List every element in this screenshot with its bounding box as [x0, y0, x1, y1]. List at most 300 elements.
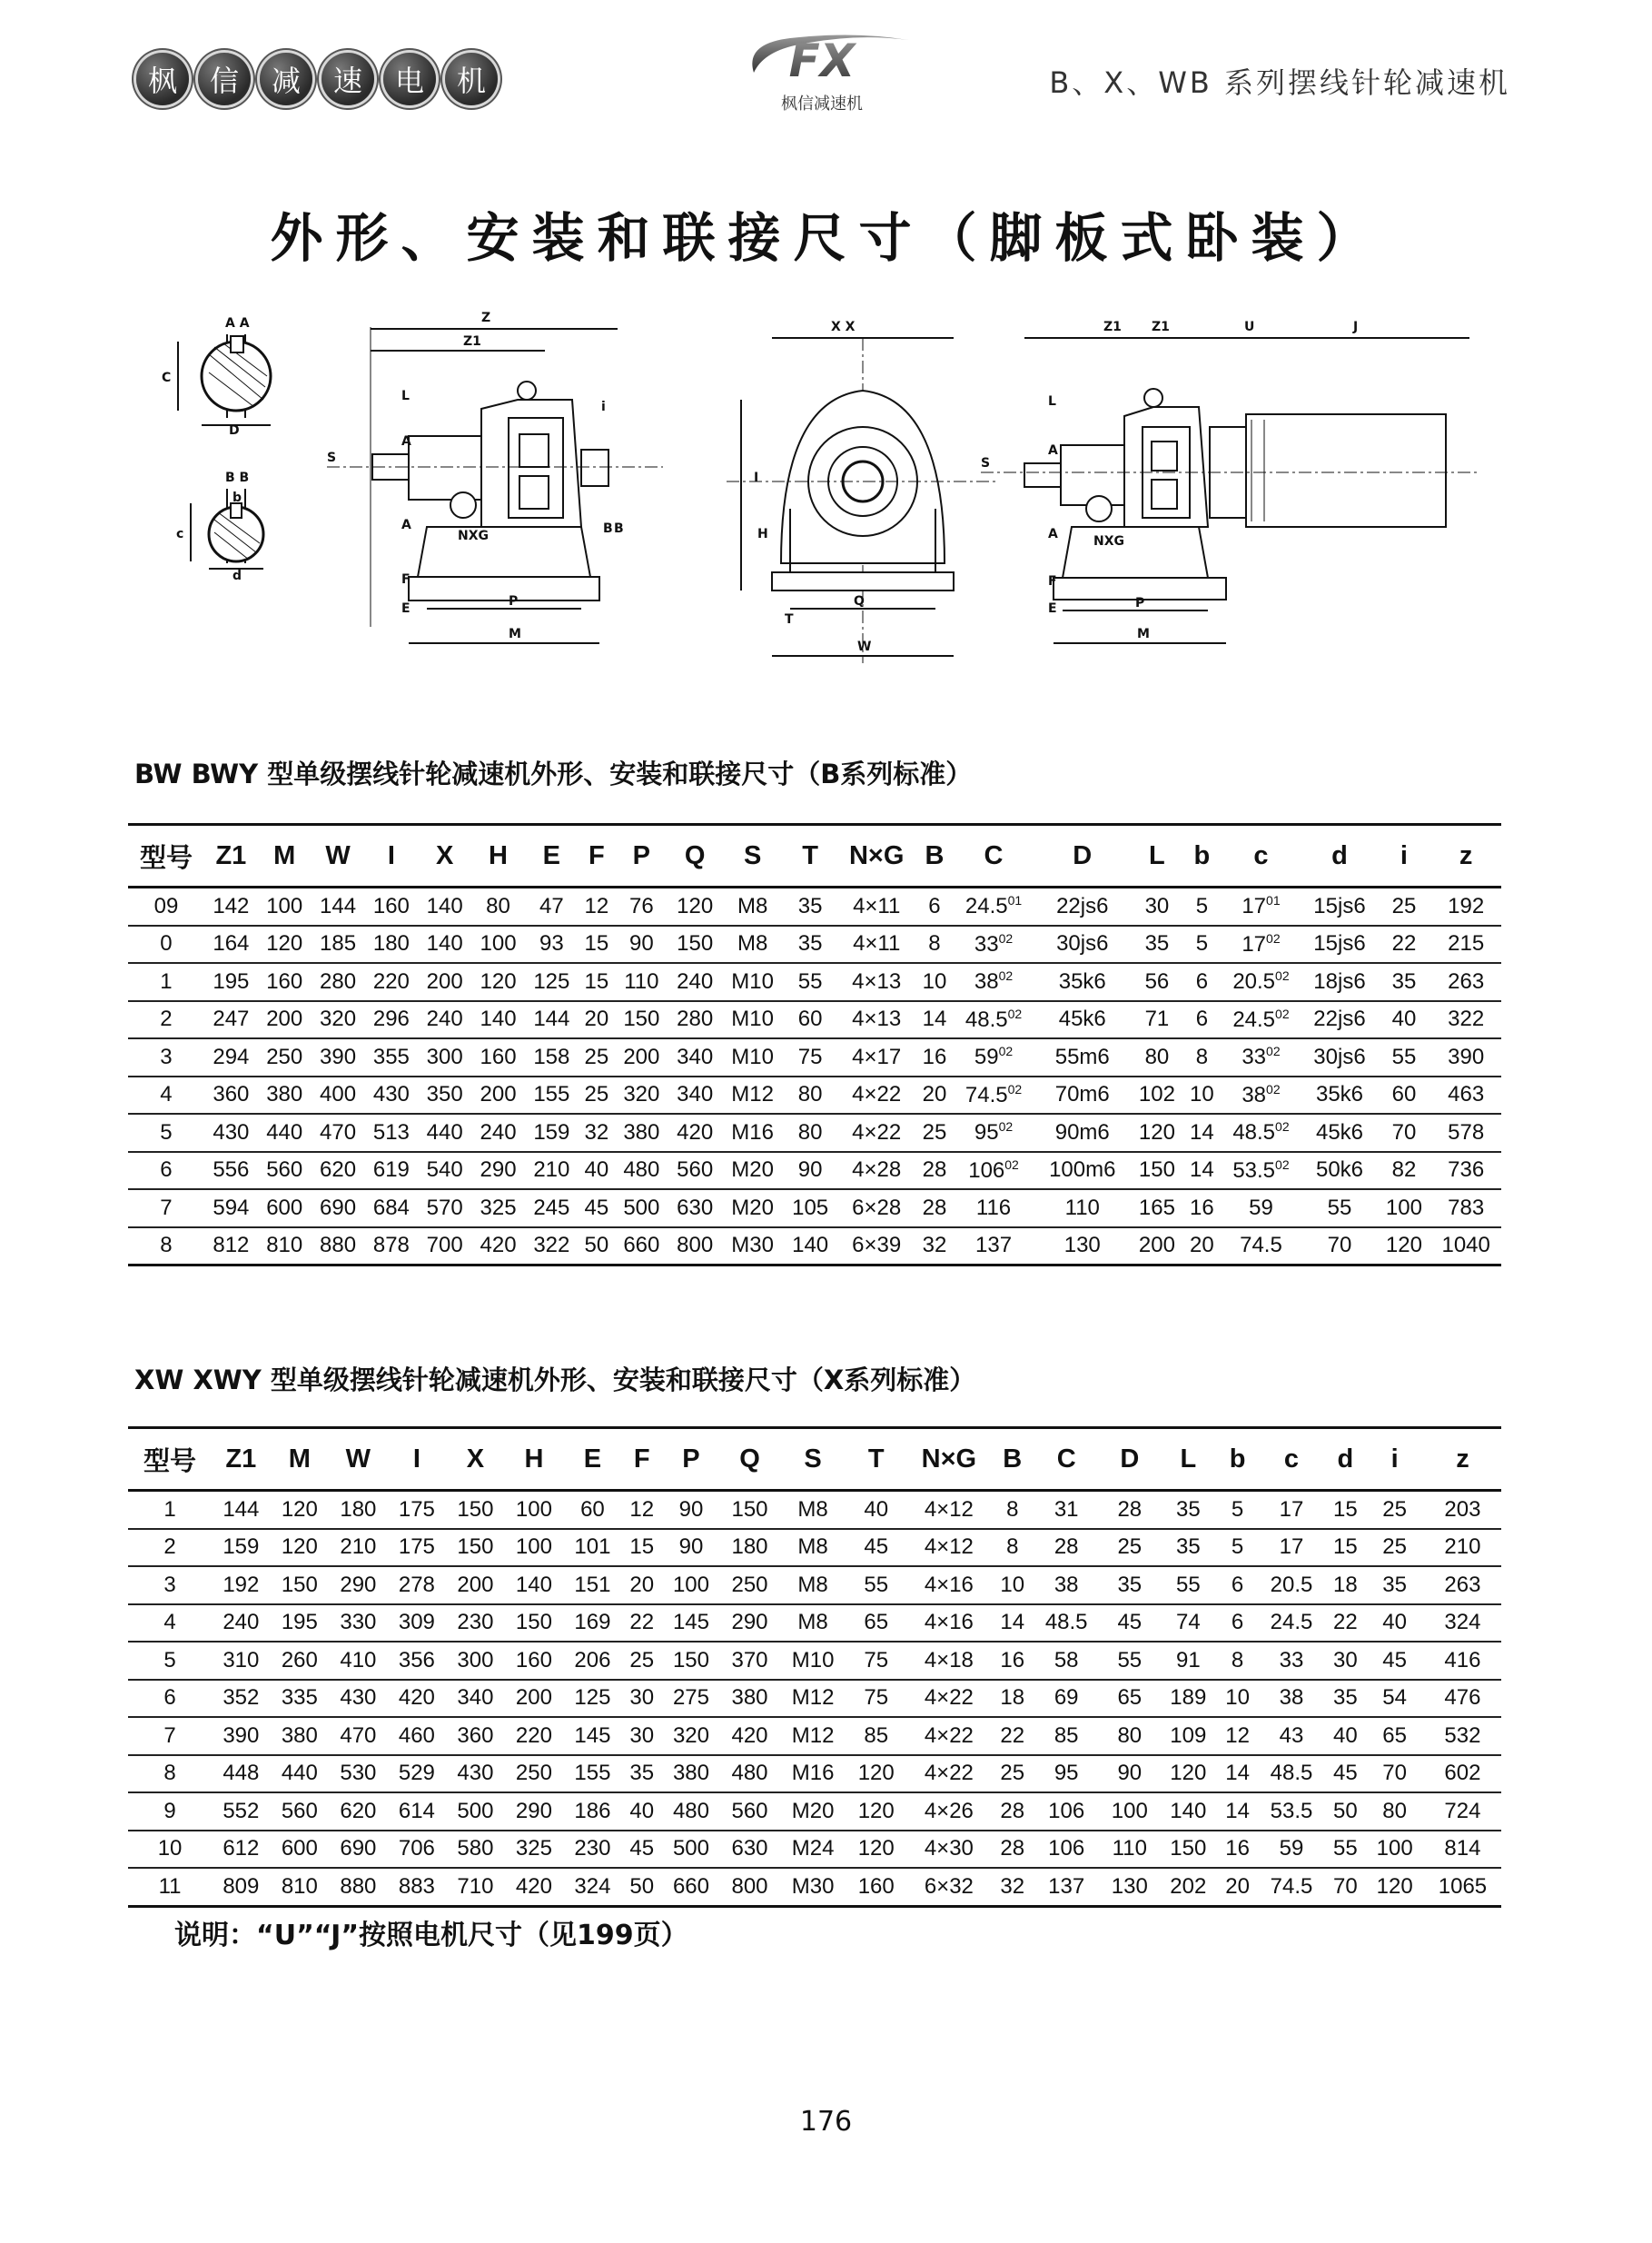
table-cell: 600	[258, 1189, 312, 1227]
company-logo	[727, 25, 917, 112]
table-cell: 350	[418, 1077, 471, 1115]
column-header: H	[505, 1428, 564, 1491]
table-cell: 70	[1325, 1868, 1365, 1906]
table-cell: 560	[271, 1792, 330, 1831]
table-cell: M8	[779, 1529, 847, 1567]
table-cell: 560	[258, 1152, 312, 1190]
table-cell: 50k6	[1301, 1152, 1377, 1190]
table-cell: 120	[846, 1755, 905, 1793]
table-cell: 15	[579, 926, 615, 964]
table-cell: 290	[329, 1566, 388, 1604]
table-cell: 380	[720, 1680, 779, 1718]
table-cell: 180	[364, 926, 418, 964]
table-cell: 35	[622, 1755, 662, 1793]
table-cell: 150	[668, 926, 722, 964]
table-cell: 4×28	[837, 1152, 916, 1190]
table-cell: 322	[525, 1227, 579, 1265]
table-cell: 20.5	[1258, 1566, 1326, 1604]
table-cell: 1040	[1430, 1227, 1501, 1265]
table-cell: M12	[722, 1077, 784, 1115]
column-header: W	[329, 1428, 388, 1491]
column-header: 型号	[128, 1428, 212, 1491]
table-cell: 630	[668, 1189, 722, 1227]
table-cell: 55	[1159, 1566, 1218, 1604]
table-cell: 245	[525, 1189, 579, 1227]
table-cell: 390	[1430, 1038, 1501, 1077]
table-cell: M10	[722, 1001, 784, 1039]
column-header: B	[993, 1428, 1033, 1491]
column-header: 型号	[128, 825, 204, 888]
table-cell: 189	[1159, 1680, 1218, 1718]
table-cell: M20	[779, 1792, 847, 1831]
table-cell: 160	[258, 963, 312, 1001]
column-header: B	[916, 825, 953, 888]
table-cell: 16	[1218, 1831, 1258, 1869]
table-cell: 5	[128, 1642, 212, 1680]
table-cell: 15js6	[1301, 888, 1377, 926]
table-cell: 09	[128, 888, 204, 926]
table-row	[128, 1792, 1501, 1831]
table-cell: 6	[916, 888, 953, 926]
table-cell: 736	[1430, 1152, 1501, 1190]
column-header: M	[258, 825, 312, 888]
table-cell: 620	[329, 1792, 388, 1831]
table-cell: 50	[1325, 1792, 1365, 1831]
table-cell: 150	[446, 1491, 505, 1529]
column-header: T	[846, 1428, 905, 1491]
table-row	[128, 1491, 1501, 1529]
table-cell: 440	[418, 1114, 471, 1152]
table-cell: 110	[1101, 1831, 1160, 1869]
table-cell: 630	[720, 1831, 779, 1869]
table-cell: 9	[128, 1792, 212, 1831]
table-cell: M20	[722, 1152, 784, 1190]
column-header: S	[722, 825, 784, 888]
column-header: d	[1325, 1428, 1365, 1491]
table-cell: 164	[204, 926, 258, 964]
dimension-diagram	[154, 300, 1480, 681]
table-cell: 55	[1325, 1831, 1365, 1869]
svg-text:B: B	[614, 521, 624, 536]
table-cell: 380	[271, 1717, 330, 1755]
table-cell: 6	[128, 1680, 212, 1718]
svg-text:Z1: Z1	[1152, 320, 1170, 334]
table-cell: $33^{02}$	[953, 926, 1034, 964]
table-cell: 40	[622, 1792, 662, 1831]
table-cell: 150	[271, 1566, 330, 1604]
table-cell: 65	[1365, 1717, 1424, 1755]
table-cell: 294	[204, 1038, 258, 1077]
column-header: I	[388, 1428, 447, 1491]
table-cell: 90	[662, 1491, 721, 1529]
table-cell: 203	[1424, 1491, 1501, 1529]
table-cell: 120	[271, 1529, 330, 1567]
table-cell: 35	[784, 926, 837, 964]
column-header: z	[1424, 1428, 1501, 1491]
tolerance-sup: 01	[1266, 893, 1281, 908]
table-row	[128, 1604, 1501, 1643]
table-cell: 55m6	[1034, 1038, 1130, 1077]
table-cell: 59	[1258, 1831, 1326, 1869]
table-cell: 8	[1183, 1038, 1220, 1077]
table-cell: $38^{02}$	[1220, 1077, 1301, 1115]
table-cell: 4×30	[905, 1831, 993, 1869]
column-header: T	[784, 825, 837, 888]
table-cell: 440	[258, 1114, 312, 1152]
table-cell: 2	[128, 1001, 204, 1039]
table-cell: 578	[1430, 1114, 1501, 1152]
table-cell: 144	[525, 1001, 579, 1039]
table-cell: 12	[1218, 1717, 1258, 1755]
table-cell: 137	[1033, 1868, 1101, 1906]
table-cell: 93	[525, 926, 579, 964]
table-cell: 352	[212, 1680, 271, 1718]
svg-text:Z1: Z1	[463, 334, 481, 349]
table-cell: 28	[1101, 1491, 1160, 1529]
table-cell: 4×22	[837, 1114, 916, 1152]
table-cell: 30	[1131, 888, 1184, 926]
table-cell: 17	[1258, 1491, 1326, 1529]
table-cell: 16	[916, 1038, 953, 1077]
table-cell: 35	[1131, 926, 1184, 964]
table-cell: 513	[364, 1114, 418, 1152]
table-cell: 690	[329, 1831, 388, 1869]
table-cell: 3	[128, 1038, 204, 1077]
table-cell: 15	[1325, 1529, 1365, 1567]
table-cell: M10	[722, 1038, 784, 1077]
page-title: 外形、安装和联接尺寸（脚板式卧装）	[270, 207, 1382, 269]
table-cell: $59^{02}$	[953, 1038, 1034, 1077]
tolerance-sup: 02	[1275, 1119, 1290, 1135]
column-header: C	[1033, 1428, 1101, 1491]
table-cell: 878	[364, 1227, 418, 1265]
table-cell: 0	[128, 926, 204, 964]
table-cell: M12	[779, 1680, 847, 1718]
table-row	[128, 1529, 1501, 1567]
table-cell: 440	[271, 1755, 330, 1793]
table-cell: 240	[212, 1604, 271, 1643]
table-cell: 309	[388, 1604, 447, 1643]
table-cell: 4×22	[905, 1680, 993, 1718]
table-cell: 355	[364, 1038, 418, 1077]
table-row	[128, 1227, 1501, 1265]
table-cell: 202	[1159, 1868, 1218, 1906]
table-cell: 120	[1159, 1755, 1218, 1793]
table-cell: 210	[525, 1152, 579, 1190]
column-header: P	[662, 1428, 721, 1491]
table-cell: 70	[1365, 1755, 1424, 1793]
svg-text:i: i	[601, 400, 606, 414]
tolerance-sup: 02	[998, 968, 1014, 984]
table-cell: 90	[784, 1152, 837, 1190]
table-cell: 25	[1101, 1529, 1160, 1567]
svg-text:C: C	[162, 371, 172, 385]
table-cell: 5	[1218, 1491, 1258, 1529]
table-cell: 880	[329, 1868, 388, 1906]
table-cell: 35	[1378, 963, 1431, 1001]
table-cell: 55	[846, 1566, 905, 1604]
table-cell: 100m6	[1034, 1152, 1130, 1190]
table-cell: 50	[579, 1227, 615, 1265]
table-cell: 14	[1218, 1792, 1258, 1831]
table-cell: 130	[1101, 1868, 1160, 1906]
table-cell: 90	[615, 926, 668, 964]
table-cell: 28	[916, 1189, 953, 1227]
table-row	[128, 1077, 1501, 1115]
table-cell: 883	[388, 1868, 447, 1906]
table-cell: 55	[1378, 1038, 1431, 1077]
svg-text:Z1: Z1	[1103, 320, 1122, 334]
table-cell: 130	[1034, 1227, 1130, 1265]
table-cell: 4×22	[905, 1755, 993, 1793]
table-cell: 35k6	[1301, 1077, 1377, 1115]
table-cell: 240	[668, 963, 722, 1001]
table-cell: 40	[846, 1491, 905, 1529]
table-cell: 430	[329, 1680, 388, 1718]
table-cell: 155	[563, 1755, 622, 1793]
table-cell: 215	[1430, 926, 1501, 964]
table-cell: 416	[1424, 1642, 1501, 1680]
table-cell: 6	[1218, 1604, 1258, 1643]
table-cell: 35	[1101, 1566, 1160, 1604]
table-cell: 619	[364, 1152, 418, 1190]
logo-subtitle: 枫信减速机	[781, 94, 863, 114]
motor-view	[981, 320, 1480, 643]
table-cell: 240	[418, 1001, 471, 1039]
table-cell: 55	[784, 963, 837, 1001]
table-cell: 5	[1183, 888, 1220, 926]
table-cell: 220	[364, 963, 418, 1001]
column-header: Q	[720, 1428, 779, 1491]
table-cell: 175	[388, 1529, 447, 1567]
column-header: D	[1034, 825, 1130, 888]
table-cell: 7	[128, 1717, 212, 1755]
table-cell: 45	[622, 1831, 662, 1869]
table-cell: 500	[662, 1831, 721, 1869]
table-cell: 470	[329, 1717, 388, 1755]
svg-text:E: E	[1048, 601, 1057, 616]
table-cell: 35k6	[1034, 963, 1130, 1001]
table-cell: 380	[615, 1114, 668, 1152]
column-header: Q	[668, 825, 722, 888]
table-cell: 12	[579, 888, 615, 926]
table-cell: $17^{02}$	[1220, 926, 1301, 964]
table-cell: 125	[563, 1680, 622, 1718]
table-cell: 200	[258, 1001, 312, 1039]
table-cell: 120	[1365, 1868, 1424, 1906]
table-cell: 220	[505, 1717, 564, 1755]
table-cell: 470	[312, 1114, 365, 1152]
table-cell: 60	[563, 1491, 622, 1529]
table-cell: 100	[258, 888, 312, 926]
table-cell: 8	[128, 1227, 204, 1265]
table-cell: M24	[779, 1831, 847, 1869]
xw-dimension-table	[128, 1426, 1501, 1908]
table-cell: 724	[1424, 1792, 1501, 1831]
table-cell: 150	[505, 1604, 564, 1643]
table-cell: 4×17	[837, 1038, 916, 1077]
table-cell: 125	[525, 963, 579, 1001]
column-header: D	[1101, 1428, 1160, 1491]
table-cell: 53.5$^{02}$	[1220, 1152, 1301, 1190]
svg-text:E: E	[401, 601, 411, 616]
table-cell: 300	[418, 1038, 471, 1077]
table-cell: 540	[418, 1152, 471, 1190]
table-cell: 14	[1218, 1755, 1258, 1793]
table-cell: 290	[505, 1792, 564, 1831]
table-cell: 800	[668, 1227, 722, 1265]
table-cell: 230	[446, 1604, 505, 1643]
table-cell: 20	[1218, 1868, 1258, 1906]
table-cell: 150	[720, 1491, 779, 1529]
table-cell: 142	[204, 888, 258, 926]
table-cell: 140	[418, 888, 471, 926]
table-cell: 54	[1365, 1680, 1424, 1718]
table-cell: 290	[471, 1152, 525, 1190]
table-row	[128, 1831, 1501, 1869]
table-cell: 880	[312, 1227, 365, 1265]
table-cell: 53.5	[1258, 1792, 1326, 1831]
brand-char: 机	[445, 53, 498, 105]
table-cell: 20	[916, 1077, 953, 1115]
tolerance-sup: 02	[998, 930, 1014, 946]
table-cell: 100	[662, 1566, 721, 1604]
table-cell: 430	[204, 1114, 258, 1152]
svg-text:NXG: NXG	[1093, 534, 1125, 549]
table-cell: 16	[993, 1642, 1033, 1680]
table-cell: 810	[271, 1868, 330, 1906]
table-cell: M30	[779, 1868, 847, 1906]
table-cell: 80	[1101, 1717, 1160, 1755]
svg-text:A A: A A	[225, 316, 250, 331]
table-cell: 6×32	[905, 1868, 993, 1906]
table-cell: 250	[720, 1566, 779, 1604]
svg-text:M: M	[509, 627, 521, 641]
table-cell: 420	[471, 1227, 525, 1265]
tolerance-sup: 02	[998, 1044, 1014, 1059]
table-cell: 22js6	[1034, 888, 1130, 926]
table-cell: 137	[953, 1227, 1034, 1265]
table-cell: 4×16	[905, 1566, 993, 1604]
table-cell: 169	[563, 1604, 622, 1643]
table-cell: 144	[312, 888, 365, 926]
bw-dimension-table	[128, 823, 1501, 1266]
table-cell: 69	[1033, 1680, 1101, 1718]
table-cell: 80	[784, 1077, 837, 1115]
table-cell: 8	[916, 926, 953, 964]
table-cell: 11	[128, 1868, 212, 1906]
table-cell: 200	[505, 1680, 564, 1718]
table-cell: 810	[258, 1227, 312, 1265]
table2-caption: XW XWY 型单级摆线针轮减速机外形、安装和联接尺寸（X系列标准）	[134, 1365, 976, 1395]
table-cell: 1	[128, 1491, 212, 1529]
svg-text:NXG: NXG	[458, 529, 490, 543]
table-row	[128, 1680, 1501, 1718]
table-cell: 380	[258, 1077, 312, 1115]
column-header: P	[615, 825, 668, 888]
table-cell: 159	[525, 1114, 579, 1152]
table-cell: M8	[779, 1604, 847, 1643]
table-row	[128, 1114, 1501, 1152]
table-cell: 56	[1131, 963, 1184, 1001]
table-cell: M16	[722, 1114, 784, 1152]
table-row	[128, 1189, 1501, 1227]
table-cell: 120	[1131, 1114, 1184, 1152]
table-cell: 110	[615, 963, 668, 1001]
table-cell: 14	[993, 1604, 1033, 1643]
table-cell: 80	[471, 888, 525, 926]
svg-text:F: F	[401, 572, 411, 587]
table-cell: 150	[446, 1529, 505, 1567]
table-cell: 175	[388, 1491, 447, 1529]
table-cell: 463	[1430, 1077, 1501, 1115]
svg-text:A: A	[401, 434, 411, 449]
table-cell: 40	[1325, 1717, 1365, 1755]
table-cell: 24.5$^{02}$	[1220, 1001, 1301, 1039]
table-cell: 420	[668, 1114, 722, 1152]
svg-text:F: F	[1048, 574, 1057, 589]
table-cell: 85	[1033, 1717, 1101, 1755]
table-cell: 4×22	[837, 1077, 916, 1115]
brand-char: 减	[260, 53, 312, 105]
table-cell: 106	[1033, 1831, 1101, 1869]
table-cell: 74	[1159, 1604, 1218, 1643]
column-header: H	[471, 825, 525, 888]
table-cell: 95	[1033, 1755, 1101, 1793]
table-cell: 390	[312, 1038, 365, 1077]
table-cell: 3	[128, 1566, 212, 1604]
table-cell: 155	[525, 1077, 579, 1115]
table-cell: 320	[662, 1717, 721, 1755]
table-cell: 420	[505, 1868, 564, 1906]
svg-text:A: A	[401, 518, 411, 532]
table-cell: 22	[1378, 926, 1431, 964]
table-cell: 8	[993, 1529, 1033, 1567]
table-cell: 420	[388, 1680, 447, 1718]
table-cell: 16	[1183, 1189, 1220, 1227]
table-row	[128, 1755, 1501, 1793]
column-header: c	[1220, 825, 1301, 888]
table-row	[128, 1566, 1501, 1604]
table-row	[128, 926, 1501, 964]
column-header: E	[563, 1428, 622, 1491]
table-cell: 47	[525, 888, 579, 926]
svg-text:S: S	[327, 451, 337, 465]
table-cell: 43	[1258, 1717, 1326, 1755]
table-cell: 530	[329, 1755, 388, 1793]
table-cell: 360	[204, 1077, 258, 1115]
column-header: M	[271, 1428, 330, 1491]
column-header: i	[1365, 1428, 1424, 1491]
table-cell: 18js6	[1301, 963, 1377, 1001]
table-cell: 210	[1424, 1529, 1501, 1567]
column-header: c	[1258, 1428, 1326, 1491]
svg-text:T: T	[785, 612, 794, 627]
table-cell: 8	[128, 1755, 212, 1793]
table-cell: 4×26	[905, 1792, 993, 1831]
table-cell: 263	[1424, 1566, 1501, 1604]
table-cell: 65	[846, 1604, 905, 1643]
table-cell: 180	[720, 1529, 779, 1567]
table-cell: 120	[1378, 1227, 1431, 1265]
table-cell: 30js6	[1034, 926, 1130, 964]
table-cell: 322	[1430, 1001, 1501, 1039]
column-header: b	[1218, 1428, 1258, 1491]
table-cell: 4	[128, 1604, 212, 1643]
table-header-row	[128, 1428, 1501, 1491]
table-cell: 10	[916, 963, 953, 1001]
table-cell: 8	[1218, 1642, 1258, 1680]
